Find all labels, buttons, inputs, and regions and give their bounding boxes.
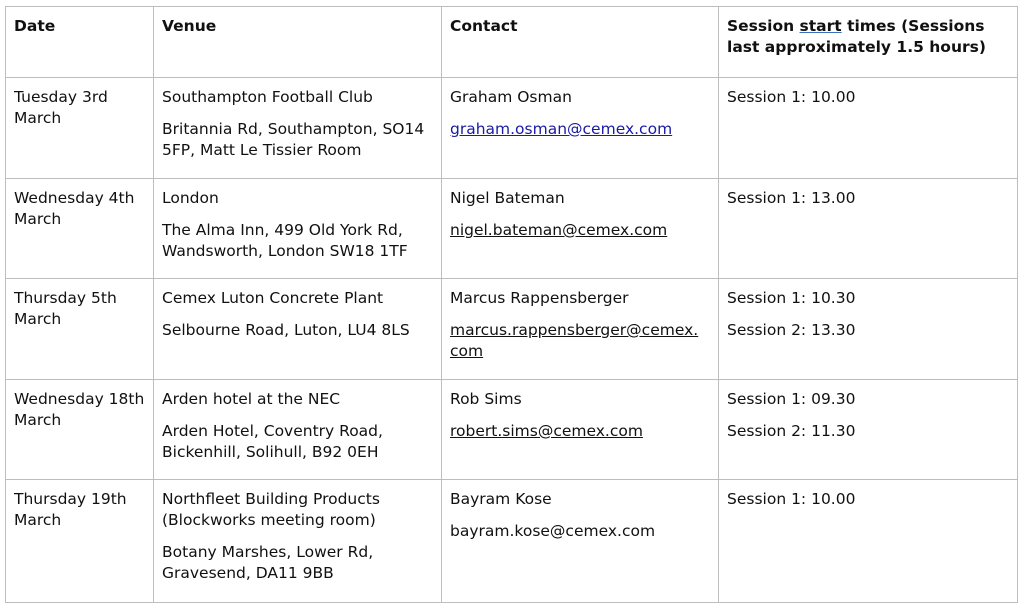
contact-email-text: bayram.kose@cemex.com bbox=[450, 522, 656, 540]
contact-name: Bayram Kose bbox=[450, 490, 552, 508]
header-session-times bbox=[719, 7, 1018, 78]
table-row bbox=[6, 78, 1018, 179]
contact-name: Graham Osman bbox=[450, 88, 572, 106]
venue-address: Britannia Rd, Southampton, SO14 5FP, Matt Le Tissier Room bbox=[162, 120, 425, 159]
date-cell: Tuesday 3rd March bbox=[6, 78, 154, 179]
contact-cell bbox=[442, 279, 719, 380]
venue-address: The Alma Inn, 499 Old York Rd, Wandsworth, London SW18 1TF bbox=[162, 221, 408, 260]
venue-address: Arden Hotel, Coventry Road, Bickenhill, Solihull, B92 0EH bbox=[162, 422, 383, 461]
venue-cell bbox=[154, 78, 442, 179]
contact-cell bbox=[442, 78, 719, 179]
session-time: Session 1: 13.00 bbox=[727, 189, 856, 207]
date-cell: Wednesday 4th March bbox=[6, 179, 154, 279]
session-schedule-table bbox=[5, 6, 1018, 603]
header-session-suffix: times (Sessions last approximately 1.5 hours) bbox=[727, 17, 986, 56]
venue-name: London bbox=[162, 189, 219, 207]
contact-name: Marcus Rappensberger bbox=[450, 289, 629, 307]
venue-address: Botany Marshes, Lower Rd, Gravesend, DA11 9BB bbox=[162, 543, 374, 582]
header-date: Date bbox=[6, 7, 154, 78]
venue-cell bbox=[154, 279, 442, 380]
contact-email-link[interactable]: nigel.bateman@cemex.com bbox=[450, 221, 668, 239]
contact-email-link[interactable]: marcus.rappensberger@cemex. bbox=[450, 321, 699, 339]
contact-email-link[interactable]: graham.osman@cemex.com bbox=[450, 120, 673, 138]
header-session-start: start bbox=[799, 17, 842, 35]
session-time: Session 1: 09.30 bbox=[727, 390, 856, 408]
header-contact: Contact bbox=[442, 7, 719, 78]
session-time: Session 2: 11.30 bbox=[727, 422, 856, 440]
table-row bbox=[6, 179, 1018, 279]
session-cell bbox=[719, 179, 1018, 279]
session-cell bbox=[719, 78, 1018, 179]
header-session-prefix: Session bbox=[727, 17, 800, 35]
date-cell: Wednesday 18th March bbox=[6, 380, 154, 480]
session-time: Session 2: 13.30 bbox=[727, 321, 856, 339]
venue-cell bbox=[154, 480, 442, 603]
venue-name: Cemex Luton Concrete Plant bbox=[162, 289, 384, 307]
venue-cell bbox=[154, 179, 442, 279]
contact-email-link-continued[interactable]: com bbox=[450, 342, 484, 360]
session-time: Session 1: 10.00 bbox=[727, 490, 856, 508]
contact-cell bbox=[442, 480, 719, 603]
contact-name: Rob Sims bbox=[450, 390, 522, 408]
venue-name: Southampton Football Club bbox=[162, 88, 373, 106]
contact-cell bbox=[442, 380, 719, 480]
table-row bbox=[6, 279, 1018, 380]
session-time: Session 1: 10.30 bbox=[727, 289, 856, 307]
date-cell: Thursday 19th March bbox=[6, 480, 154, 603]
venue-address: Selbourne Road, Luton, LU4 8LS bbox=[162, 321, 410, 339]
contact-cell bbox=[442, 179, 719, 279]
venue-name: Northfleet Building Products (Blockworks meeting room) bbox=[162, 490, 380, 529]
venue-name: Arden hotel at the NEC bbox=[162, 390, 341, 408]
venue-cell bbox=[154, 380, 442, 480]
session-cell bbox=[719, 480, 1018, 603]
table-header-row bbox=[6, 7, 1018, 78]
session-time: Session 1: 10.00 bbox=[727, 88, 856, 106]
date-cell: Thursday 5th March bbox=[6, 279, 154, 380]
table-row bbox=[6, 480, 1018, 603]
table-row bbox=[6, 380, 1018, 480]
session-cell bbox=[719, 279, 1018, 380]
session-cell bbox=[719, 380, 1018, 480]
contact-name: Nigel Bateman bbox=[450, 189, 565, 207]
header-venue: Venue bbox=[154, 7, 442, 78]
contact-email-link[interactable]: robert.sims@cemex.com bbox=[450, 422, 643, 440]
